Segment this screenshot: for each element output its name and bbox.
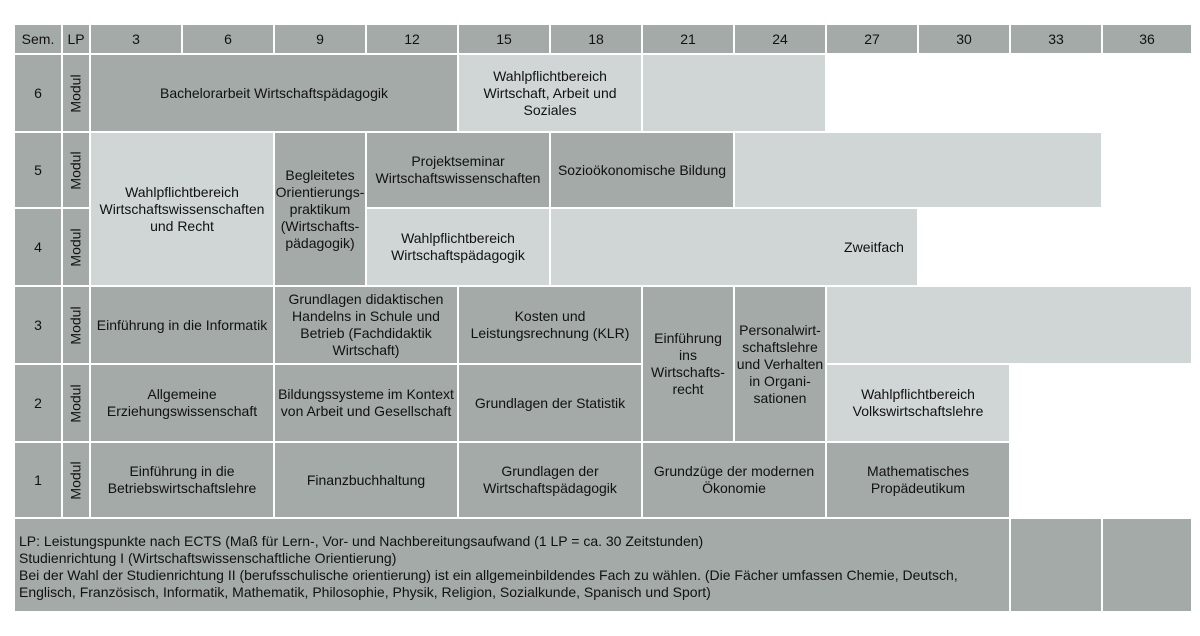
modul-label-text: Modul bbox=[67, 305, 84, 345]
study-plan-table bbox=[14, 24, 1192, 612]
header-lp-21: 21 bbox=[642, 24, 734, 54]
header-lp-27: 27 bbox=[826, 24, 918, 54]
semester-4: 4 bbox=[14, 208, 62, 286]
semester-5: 5 bbox=[14, 132, 62, 208]
semester-1: 1 bbox=[14, 442, 62, 518]
module-grundlagen-didaktisch: Grundlagen didaktischen Handelns in Schule und Betrieb (Fachdidaktik Wirtschaft) bbox=[274, 286, 458, 364]
module-wp-wiwi-recht: Wahlpflichtbereich Wirtschaftswissenschaften und Recht bbox=[90, 132, 274, 286]
header-lp-33: 33 bbox=[1010, 24, 1102, 54]
zweitfach-block-sem5 bbox=[734, 132, 1102, 208]
semester-3: 3 bbox=[14, 286, 62, 364]
module-mathematisches-propaedeutikum: Mathematisches Propädeutikum bbox=[826, 442, 1010, 518]
header-sem: Sem. bbox=[14, 24, 62, 54]
module-wp-volkswirtschaftslehre: Wahlpflichtbereich Volkswirtschaftslehre bbox=[826, 364, 1010, 442]
note-studienrichtung-2: Bei der Wahl der Studienrichtung II (berufsschulische orientierung) ist ein allgemeinbildendes Fach zu wählen. (Die Fächer umfassen Chemie, Deutsch, bbox=[19, 567, 958, 583]
module-einfuehrung-informatik: Einführung in die Informatik bbox=[90, 286, 274, 364]
module-kosten-leistungsrechnung: Kosten und Leistungsrechnung (KLR) bbox=[458, 286, 642, 364]
modul-label-text: Modul bbox=[67, 73, 84, 113]
header-lp-36: 36 bbox=[1102, 24, 1192, 54]
header-lp-15: 15 bbox=[458, 24, 550, 54]
module-grundlagen-statistik: Grundlagen der Statistik bbox=[458, 364, 642, 442]
module-wp-wirtschaft-arbeit-soziales: Wahlpflichtbereich Wirtschaft, Arbeit und Soziales bbox=[458, 54, 642, 132]
modul-label-text: Modul bbox=[67, 460, 84, 500]
header-lp-24: 24 bbox=[734, 24, 826, 54]
header-lp-9: 9 bbox=[274, 24, 366, 54]
notes-empty-cell-33 bbox=[1010, 518, 1102, 612]
header-lp-6: 6 bbox=[182, 24, 274, 54]
modul-label-text: Modul bbox=[67, 227, 84, 267]
module-soziooekonomische-bildung: Sozioökonomische Bildung bbox=[550, 132, 734, 208]
module-einfuehrung-bwl: Einführung in die Betriebswirtschaftslehre bbox=[90, 442, 274, 518]
header-lp-30: 30 bbox=[918, 24, 1010, 54]
module-orientierungspraktikum: Begleitetes Orientierungs-praktikum (Wirtschafts-pädagogik) bbox=[274, 132, 366, 286]
header-lp-12: 12 bbox=[366, 24, 458, 54]
notes-empty-cell-36 bbox=[1102, 518, 1192, 612]
modul-label-5 bbox=[62, 132, 90, 208]
module-zweitfach: Zweitfach bbox=[844, 239, 904, 255]
modul-label-text: Modul bbox=[67, 383, 84, 423]
header-lp-18: 18 bbox=[550, 24, 642, 54]
modul-label-6 bbox=[62, 54, 90, 132]
modul-label-2 bbox=[62, 364, 90, 442]
notes-box bbox=[14, 518, 1010, 612]
modul-label-text: Modul bbox=[67, 150, 84, 190]
semester-2: 2 bbox=[14, 364, 62, 442]
module-bachelorarbeit: Bachelorarbeit Wirtschaftspädagogik bbox=[90, 54, 458, 132]
note-studienrichtung-1: Studienrichtung I (Wirtschaftswissenschaftliche Orientierung) bbox=[19, 550, 397, 566]
module-projektseminar: Projektseminar Wirtschaftswissenschaften bbox=[366, 132, 550, 208]
module-einfuehrung-wirtschaftsrecht: Einführung ins Wirtschafts-recht bbox=[642, 286, 734, 442]
modul-label-3 bbox=[62, 286, 90, 364]
modul-label-1 bbox=[62, 442, 90, 518]
module-allgemeine-erziehungswissenschaft: Allgemeine Erziehungswissenschaft bbox=[90, 364, 274, 442]
module-finanzbuchhaltung: Finanzbuchhaltung bbox=[274, 442, 458, 518]
semester-6: 6 bbox=[14, 54, 62, 132]
module-bildungssysteme: Bildungssysteme im Kontext von Arbeit und Gesellschaft bbox=[274, 364, 458, 442]
header-lp: LP bbox=[62, 24, 90, 54]
note-lp-definition: LP: Leistungspunkte nach ECTS (Maß für Lern-, Vor- und Nachbereitungsaufwand (1 LP = ca. 30 Zeitstunden) bbox=[19, 533, 704, 549]
header-lp-3: 3 bbox=[90, 24, 182, 54]
empty-light-block bbox=[642, 54, 826, 132]
modul-label-4 bbox=[62, 208, 90, 286]
module-wp-wirtschaftspaedagogik: Wahlpflichtbereich Wirtschaftspädagogik bbox=[366, 208, 550, 286]
zweitfach-block-sem3 bbox=[826, 286, 1192, 364]
note-faecher-liste: Englisch, Französisch, Informatik, Mathematik, Philosophie, Physik, Religion, Sozialkunde, Spanisch und Sport) bbox=[19, 584, 711, 600]
module-personalwirtschaftslehre: Personalwirt-schaftslehre und Verhalten in Organi-sationen bbox=[734, 286, 826, 442]
module-grundlagen-wirtschaftspaedagogik: Grundlagen der Wirtschaftspädagogik bbox=[458, 442, 642, 518]
module-grundzuege-oekonomie: Grundzüge der modernen Ökonomie bbox=[642, 442, 826, 518]
